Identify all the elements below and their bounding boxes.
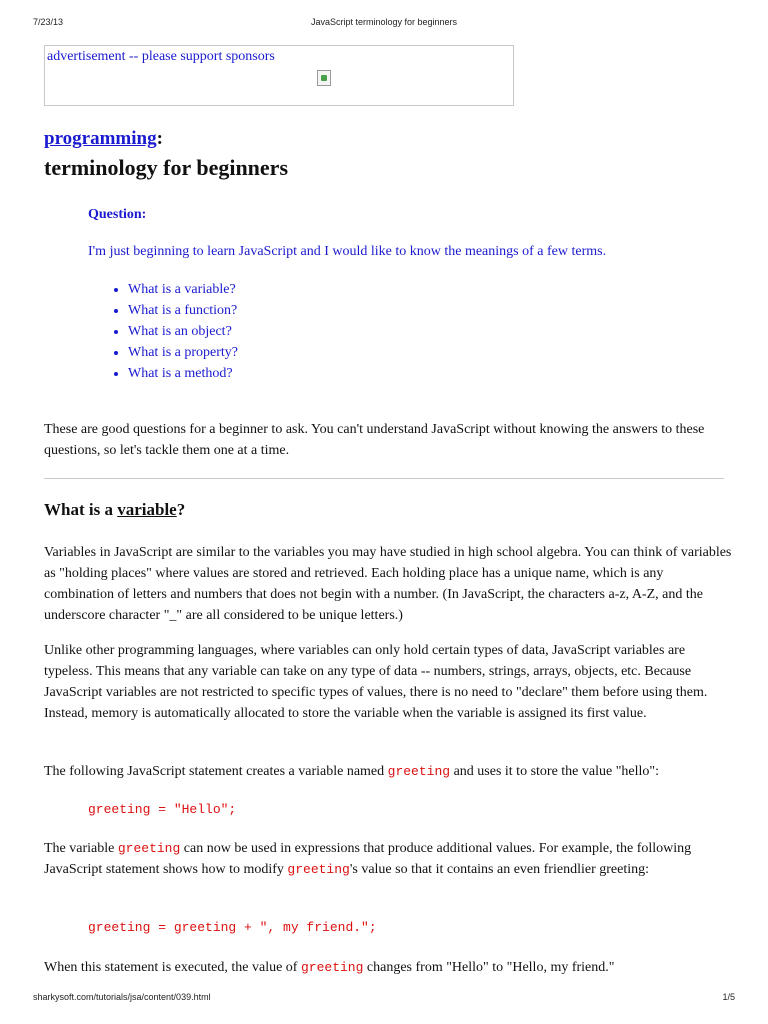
broken-image-icon[interactable]	[317, 70, 331, 86]
section-colon: :	[156, 128, 163, 149]
intro-paragraph: These are good questions for a beginner to ask. You can't understand JavaScript without knowing the answers to these questions, so let's tackle them one at a time.	[44, 422, 705, 458]
text-segment: The following JavaScript statement creates a variable named	[44, 764, 388, 779]
print-footer	[0, 992, 768, 1006]
variable-paragraph-4	[44, 838, 734, 880]
heading-keyword: variable	[117, 500, 177, 519]
list-item: • What is a method?	[128, 365, 238, 386]
page-number: 1/5	[722, 992, 735, 1002]
page-title: terminology for beginners	[44, 155, 289, 180]
text-segment: and uses it to store the value "hello":	[450, 764, 660, 779]
print-header	[0, 17, 768, 31]
print-url: sharkysoft.com/tutorials/jsa/content/039.html	[33, 992, 211, 1002]
variable-paragraph-1: Variables in JavaScript are similar to the variables you may have studied in high school algebra. You can think of variables as "holding places" where values are stored and retrieved. Each holding place has a unique name, which is any combination of letters and numbers that does not begin with a number. (In JavaScript, the characters a-z, A-Z, and the underscore character "_" are all considered to be unique letters.)	[44, 545, 732, 623]
variable-paragraph-2: Unlike other programming languages, where variables can only hold certain types of data, JavaScript variables are typeless. This means that any variable can take on any type of data -- numbers, strings, arrays, objects, etc. Because JavaScript variables are not restricted to specific types of values, there is no need to "declare" them before using them. Instead, memory is automatically allocated to store the variable when the variable is assigned its first value.	[44, 643, 708, 721]
variable-paragraph-3	[44, 761, 734, 782]
inline-code: greeting	[387, 764, 451, 779]
code-example-2: greeting = greeting + ", my friend.";	[88, 920, 377, 935]
print-title: JavaScript terminology for beginners	[310, 17, 458, 27]
heading-suffix: ?	[176, 500, 186, 519]
text-segment: The variable	[44, 841, 118, 856]
question-list	[88, 281, 238, 386]
divider	[44, 478, 724, 479]
list-item: • What is a function?	[128, 302, 238, 323]
text-segment: 's value so that it contains an even friendlier greeting:	[349, 862, 649, 877]
list-item: • What is a variable?	[128, 281, 238, 302]
list-item: • What is a property?	[128, 344, 238, 365]
heading-prefix: What is a	[44, 500, 118, 519]
variable-heading	[44, 500, 185, 520]
section-heading	[44, 128, 163, 150]
inline-code: greeting	[117, 841, 181, 856]
print-date: 7/23/13	[33, 17, 64, 27]
programming-link[interactable]: programming	[44, 128, 157, 149]
inline-code: greeting	[287, 862, 350, 877]
text-segment: When this statement is executed, the value of	[44, 960, 301, 975]
question-label: Question:	[88, 207, 147, 222]
variable-paragraph-5	[44, 957, 734, 978]
list-item: • What is an object?	[128, 323, 238, 344]
advertisement-text: advertisement -- please support sponsors	[47, 49, 275, 64]
text-segment: can now be used in expressions that produce additional values. For example, the following JavaScript statement shows how to modify	[44, 841, 692, 877]
inline-code: greeting	[300, 960, 364, 975]
text-segment: changes from "Hello" to "Hello, my friend."	[363, 960, 615, 975]
question-text: I'm just beginning to learn JavaScript and I would like to know the meanings of a few terms.	[88, 244, 607, 259]
code-example-1: greeting = "Hello";	[88, 802, 237, 817]
advertisement-box[interactable]	[44, 45, 514, 106]
